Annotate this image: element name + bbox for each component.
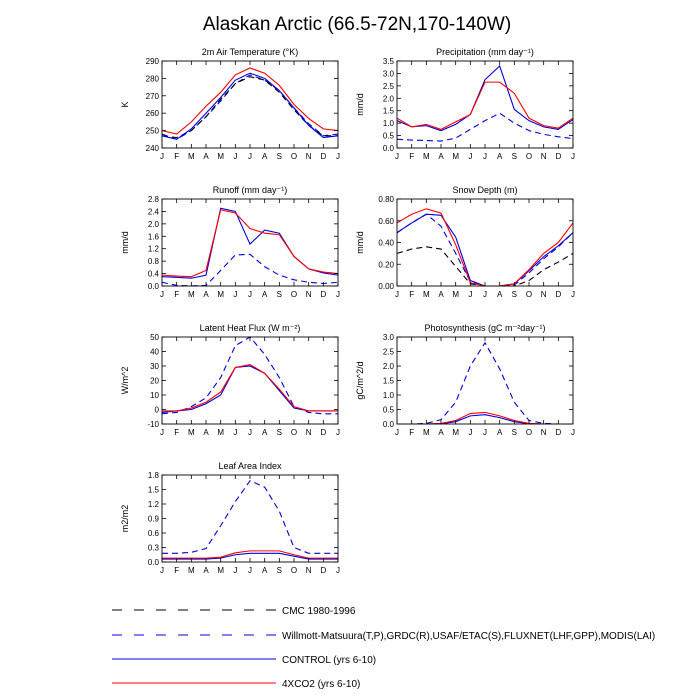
x-tick-label: J <box>160 428 164 437</box>
x-tick-label: J <box>571 152 575 161</box>
x-tick-label: J <box>483 290 487 299</box>
y-tick-label: 20 <box>150 376 159 386</box>
legend <box>112 606 655 690</box>
x-tick-label: M <box>422 152 430 161</box>
series-line-4xco2 <box>162 365 338 411</box>
panel-title: Snow Depth (m) <box>452 185 518 195</box>
y-axis-label: mm/d <box>355 231 365 254</box>
x-tick-label: S <box>276 290 283 299</box>
x-tick-label: M <box>217 428 225 437</box>
x-tick-label: N <box>540 152 547 161</box>
x-tick-label: M <box>452 290 460 299</box>
chart-panels <box>120 47 575 575</box>
x-tick-label: A <box>438 290 444 299</box>
series-line-obs <box>397 343 573 424</box>
x-tick-label: J <box>160 152 164 161</box>
x-tick-label: J <box>160 290 164 299</box>
y-tick-label: 1.5 <box>382 106 394 116</box>
y-tick-label: 0 <box>154 405 159 415</box>
x-tick-label: J <box>468 428 473 437</box>
x-tick-label: S <box>511 428 518 437</box>
x-tick-label: M <box>187 566 195 575</box>
plot-frame <box>162 475 338 562</box>
panel-3 <box>120 185 340 299</box>
y-tick-label: 0.9 <box>147 514 159 524</box>
x-tick-label: D <box>320 428 327 437</box>
x-tick-label: S <box>511 290 518 299</box>
x-tick-label: M <box>187 428 195 437</box>
x-tick-label: A <box>261 290 268 299</box>
series-line-4xco2 <box>397 209 573 286</box>
panel-title: Precipitation (mm day⁻¹) <box>436 47 534 57</box>
x-tick-label: O <box>290 566 298 575</box>
x-tick-label: S <box>511 152 518 161</box>
x-tick-label: O <box>525 152 533 161</box>
y-tick-label: 1.2 <box>147 244 159 254</box>
y-tick-label: 40 <box>150 347 159 357</box>
x-tick-label: F <box>174 290 180 299</box>
y-tick-label: 250 <box>145 126 159 136</box>
plot-frame <box>162 199 338 286</box>
x-tick-label: M <box>217 290 225 299</box>
y-axis-label: mm/d <box>355 93 365 116</box>
legend-label-cmc: CMC 1980-1996 <box>282 606 356 617</box>
x-tick-label: J <box>483 428 487 437</box>
y-axis-label: K <box>120 101 130 108</box>
y-tick-label: 2.5 <box>382 347 394 357</box>
y-tick-label: 2.5 <box>382 81 394 91</box>
x-tick-label: J <box>468 290 473 299</box>
x-tick-label: M <box>422 290 430 299</box>
series-line-control <box>162 208 338 278</box>
series-line-4xco2 <box>162 68 338 134</box>
panel-title: 2m Air Temperature (°K) <box>201 47 299 57</box>
x-tick-label: S <box>276 428 283 437</box>
x-tick-label: A <box>261 152 268 161</box>
x-tick-label: D <box>320 152 327 161</box>
x-tick-label: D <box>555 428 562 437</box>
series-line-cmc <box>397 247 573 286</box>
x-tick-label: A <box>438 428 444 437</box>
x-tick-label: M <box>452 152 460 161</box>
y-tick-label: 2.8 <box>147 195 159 204</box>
panel-1 <box>120 47 340 161</box>
y-tick-label: 280 <box>145 74 159 84</box>
x-tick-label: O <box>525 428 533 437</box>
x-tick-label: A <box>261 566 268 575</box>
y-axis-label: mm/d <box>120 231 130 254</box>
x-tick-label: O <box>290 290 298 299</box>
x-tick-label: F <box>174 566 180 575</box>
y-tick-label: 1.5 <box>147 485 159 495</box>
y-tick-label: 0.5 <box>382 131 394 141</box>
figure-title: Alaskan Arctic (66.5-72N,170-140W) <box>202 14 512 35</box>
y-tick-label: 50 <box>150 333 159 342</box>
y-tick-label: 0.4 <box>147 269 159 279</box>
x-tick-label: S <box>276 566 283 575</box>
x-tick-label: O <box>290 152 298 161</box>
x-tick-label: J <box>336 290 340 299</box>
panel-title: Leaf Area Index <box>218 461 282 471</box>
x-tick-label: J <box>395 428 399 437</box>
panel-title: Runoff (mm day⁻¹) <box>212 185 288 195</box>
panel-title: Photosynthesis (gC m⁻²day⁻¹) <box>424 323 546 333</box>
legend-label-4xco2: 4XCO2 (yrs 6-10) <box>282 679 361 690</box>
y-tick-label: 0.6 <box>147 529 159 538</box>
x-tick-label: F <box>174 428 180 437</box>
x-tick-label: M <box>217 152 225 161</box>
y-axis-label: W/m^2 <box>120 366 130 395</box>
x-tick-label: D <box>555 290 562 299</box>
y-tick-label: -10 <box>147 420 159 429</box>
x-tick-label: M <box>422 428 430 437</box>
y-tick-label: 1.8 <box>147 471 159 480</box>
y-tick-label: 270 <box>145 91 159 101</box>
x-tick-label: D <box>320 566 327 575</box>
x-tick-label: N <box>305 566 312 575</box>
y-tick-label: 260 <box>145 109 159 119</box>
x-tick-label: J <box>336 152 340 161</box>
x-tick-label: N <box>305 428 312 437</box>
x-tick-label: M <box>187 290 195 299</box>
x-tick-label: J <box>160 566 164 575</box>
panel-7 <box>120 461 340 575</box>
x-tick-label: A <box>203 152 209 161</box>
y-tick-label: 0.80 <box>378 195 394 204</box>
y-tick-label: 1.0 <box>382 119 394 129</box>
y-tick-label: 0.5 <box>382 405 394 415</box>
x-tick-label: J <box>248 290 252 299</box>
x-tick-label: J <box>248 566 252 575</box>
panel-6 <box>355 323 575 437</box>
x-tick-label: O <box>525 290 533 299</box>
x-tick-label: J <box>336 566 340 575</box>
x-tick-label: J <box>395 152 399 161</box>
x-tick-label: F <box>409 152 415 161</box>
series-line-control <box>397 214 573 286</box>
legend-label-obs: Willmott-Matsuura(T,P),GRDC(R),USAF/ETAC(S),FLUXNET(LHF,GPP),MODIS(LAI) <box>282 631 656 642</box>
x-tick-label: A <box>496 152 503 161</box>
x-tick-label: S <box>276 152 283 161</box>
x-tick-label: A <box>203 428 209 437</box>
x-tick-label: A <box>496 428 503 437</box>
panel-4 <box>355 185 575 299</box>
x-tick-label: O <box>290 428 298 437</box>
series-line-obs <box>397 214 573 286</box>
y-tick-label: 0.3 <box>147 543 159 553</box>
x-tick-label: J <box>233 428 238 437</box>
x-tick-label: F <box>409 290 415 299</box>
y-tick-label: 0.8 <box>147 257 159 267</box>
plot-frame <box>397 337 573 424</box>
x-tick-label: M <box>452 428 460 437</box>
x-tick-label: N <box>305 152 312 161</box>
x-tick-label: F <box>409 428 415 437</box>
x-tick-label: N <box>305 290 312 299</box>
x-tick-label: J <box>336 428 340 437</box>
y-tick-label: 1.5 <box>382 376 394 386</box>
x-tick-label: A <box>203 290 209 299</box>
y-tick-label: 0.20 <box>378 260 394 270</box>
series-line-control <box>162 73 338 139</box>
y-tick-label: 0.00 <box>378 282 394 291</box>
series-line-4xco2 <box>162 551 338 558</box>
x-tick-label: J <box>483 152 487 161</box>
y-tick-label: 1.6 <box>147 232 159 242</box>
y-tick-label: 3.5 <box>382 57 394 66</box>
x-tick-label: J <box>248 428 252 437</box>
x-tick-label: J <box>233 290 238 299</box>
x-tick-label: A <box>261 428 268 437</box>
series-line-4xco2 <box>397 82 573 129</box>
y-axis-label: m2/m2 <box>120 504 130 533</box>
plot-frame <box>397 199 573 286</box>
x-tick-label: M <box>217 566 225 575</box>
x-tick-label: M <box>187 152 195 161</box>
y-tick-label: 2.0 <box>147 219 159 229</box>
x-tick-label: D <box>555 152 562 161</box>
y-tick-label: 1.2 <box>147 500 159 509</box>
y-tick-label: 0.0 <box>382 420 394 429</box>
series-line-obs <box>162 337 338 414</box>
y-tick-label: 10 <box>150 391 159 400</box>
series-line-obs <box>162 75 338 139</box>
plot-frame <box>162 61 338 148</box>
y-tick-label: 2.0 <box>382 94 394 104</box>
x-tick-label: F <box>174 152 180 161</box>
x-tick-label: J <box>468 152 473 161</box>
x-tick-label: J <box>248 152 252 161</box>
x-tick-label: N <box>540 290 547 299</box>
y-axis-label: gC/m^2/d <box>355 361 365 400</box>
series-line-control <box>162 366 338 412</box>
y-tick-label: 0.0 <box>382 144 394 153</box>
x-tick-label: J <box>571 428 575 437</box>
y-tick-label: 0.40 <box>378 238 394 248</box>
y-tick-label: 0.60 <box>378 216 394 226</box>
x-tick-label: J <box>233 152 238 161</box>
y-tick-label: 0.0 <box>147 558 159 567</box>
panel-5 <box>120 323 340 437</box>
x-tick-label: A <box>496 290 503 299</box>
x-tick-label: D <box>320 290 327 299</box>
series-line-obs <box>162 481 338 554</box>
y-tick-label: 2.4 <box>147 207 159 217</box>
y-tick-label: 3.0 <box>382 69 394 79</box>
y-tick-label: 290 <box>145 57 159 66</box>
panel-title: Latent Heat Flux (W m⁻²) <box>199 323 301 333</box>
y-tick-label: 3.0 <box>382 333 394 342</box>
x-tick-label: J <box>233 566 238 575</box>
x-tick-label: J <box>395 290 399 299</box>
x-tick-label: A <box>203 566 209 575</box>
panel-2 <box>355 47 575 161</box>
legend-label-control: CONTROL (yrs 6-10) <box>282 655 377 666</box>
y-tick-label: 2.0 <box>382 362 394 371</box>
y-tick-label: 0.0 <box>147 282 159 291</box>
x-tick-label: N <box>540 428 547 437</box>
y-tick-label: 240 <box>145 144 159 153</box>
y-tick-label: 1.0 <box>382 391 394 400</box>
y-tick-label: 30 <box>150 362 159 371</box>
x-tick-label: A <box>438 152 444 161</box>
x-tick-label: J <box>571 290 575 299</box>
